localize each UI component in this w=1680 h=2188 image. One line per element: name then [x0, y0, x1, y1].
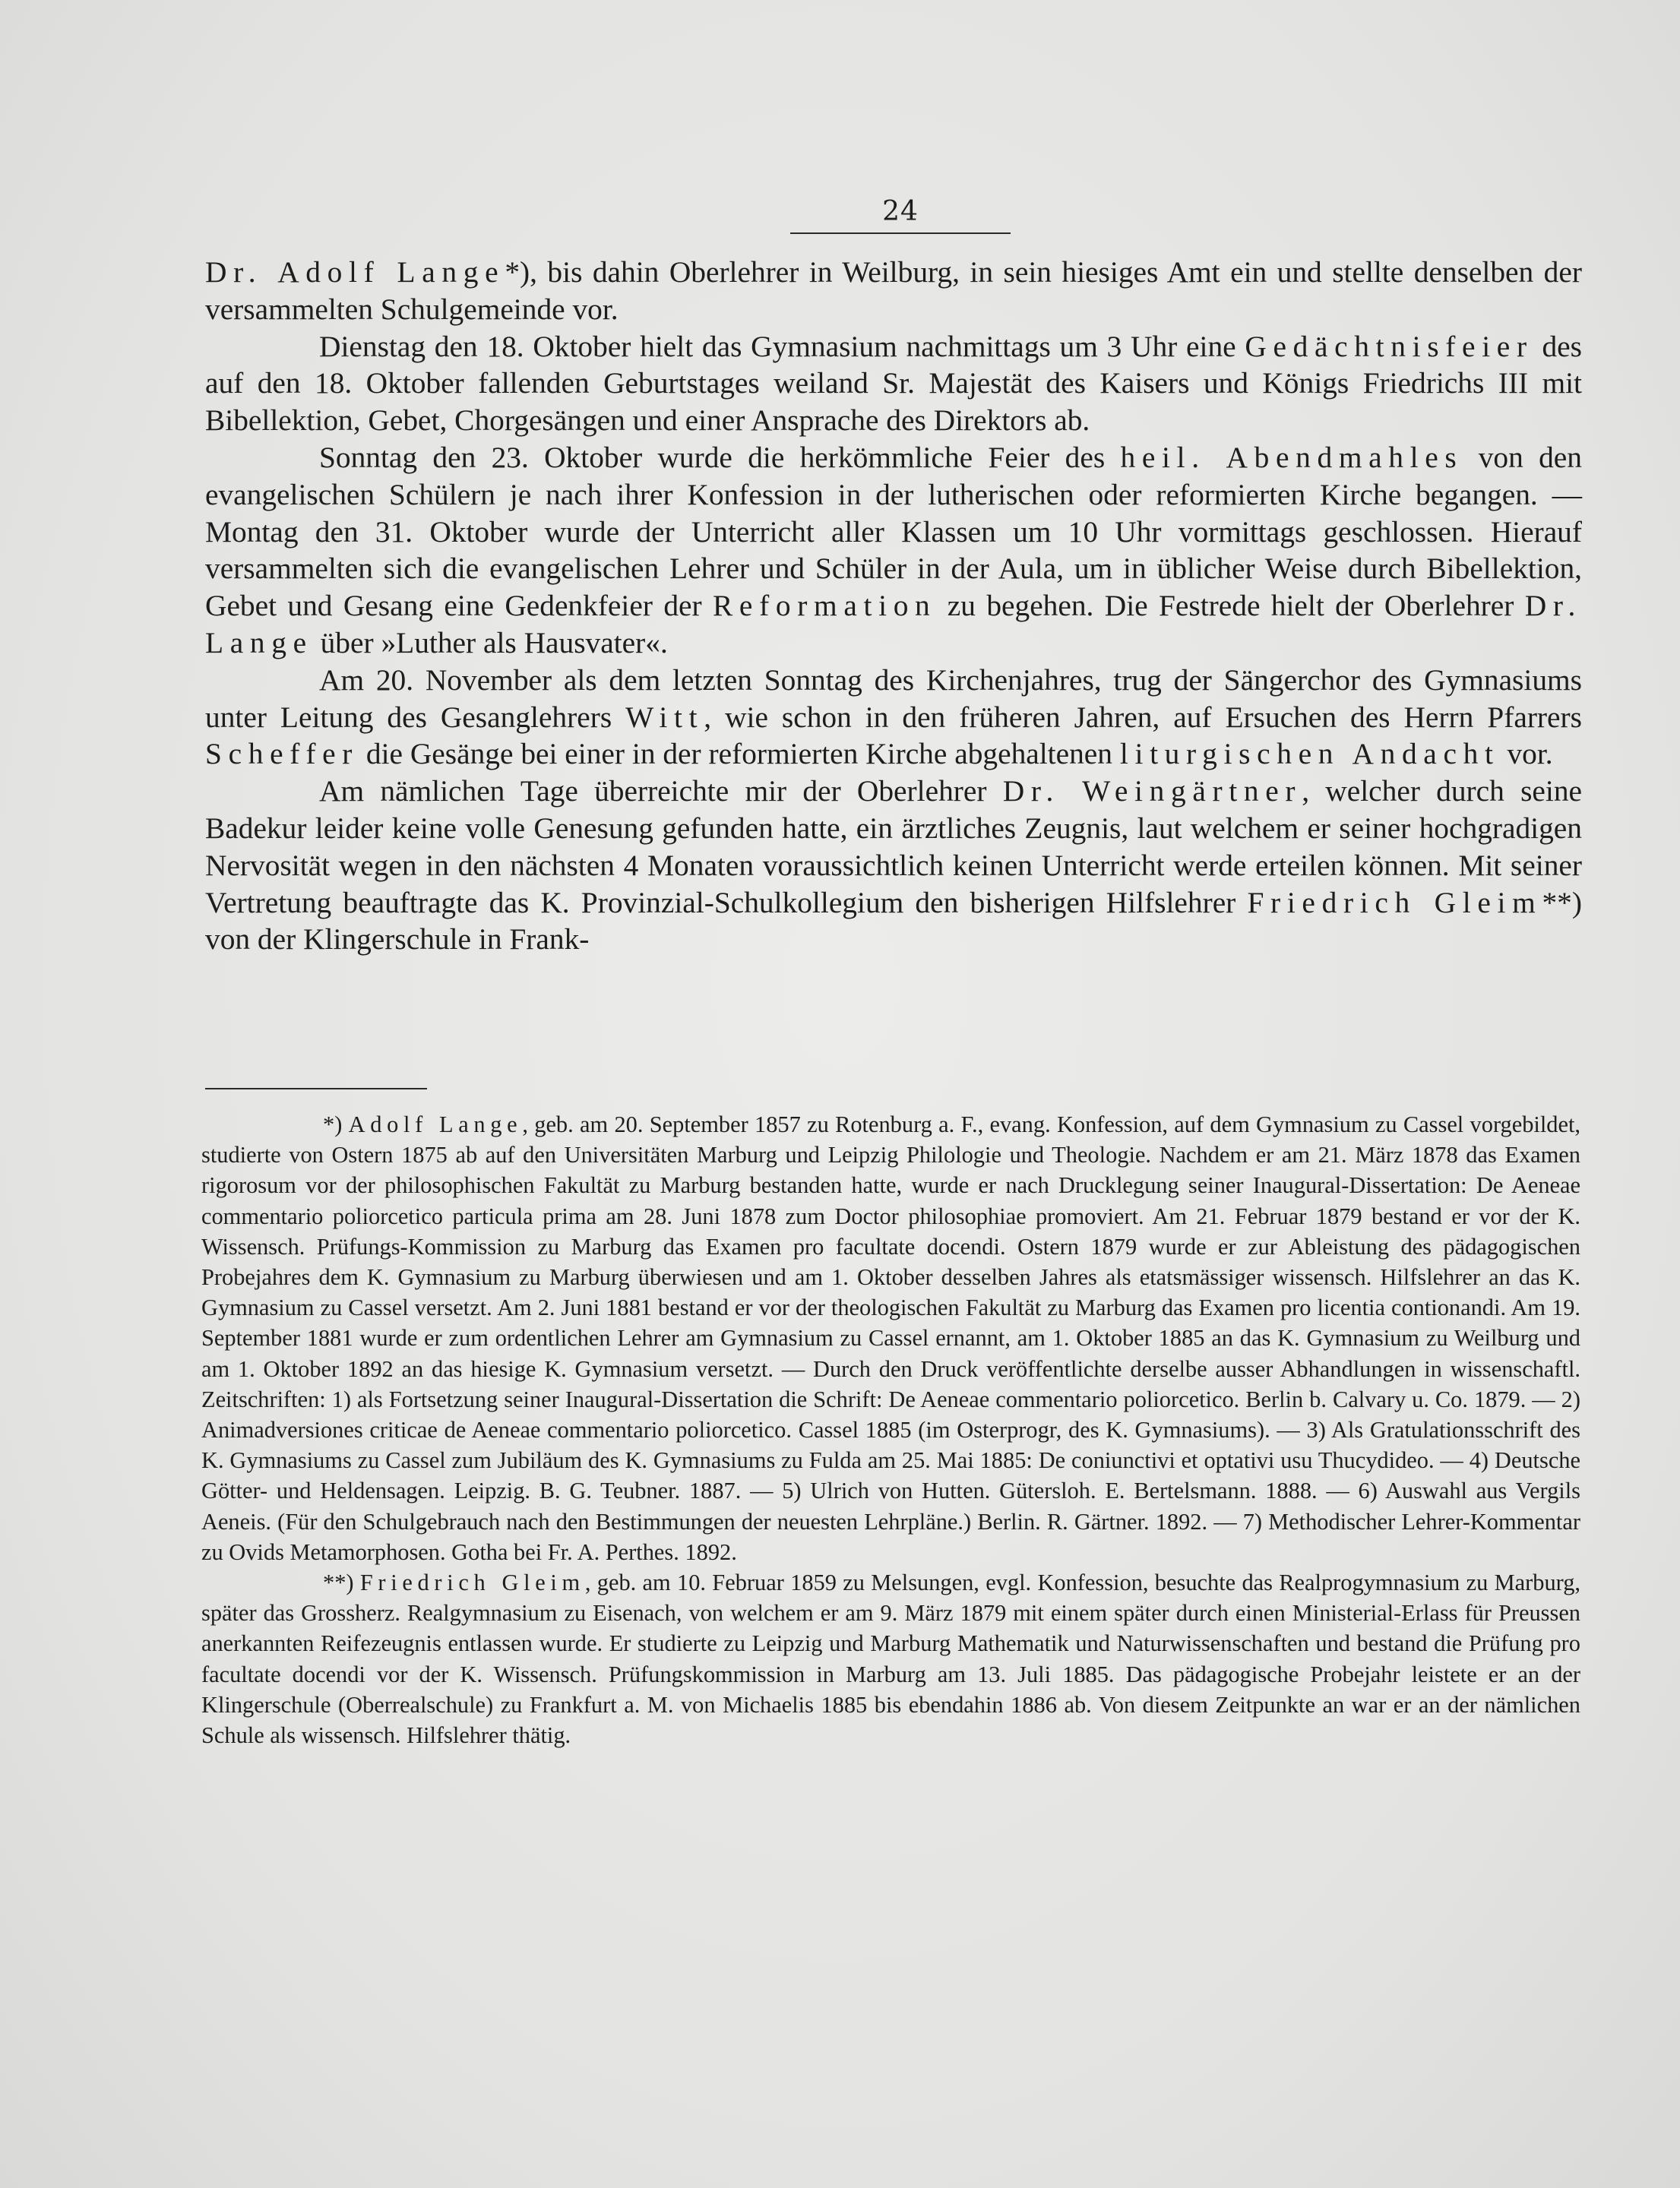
spaced-name: Dr. Lange [205, 589, 1583, 659]
footnote-text: , geb. am 10. Februar 1859 zu Melsungen, evgl. Konfession, besuchte das Realprogymnasium zu Marburg, später das Grossherz. Realgymnasium zu Eisenach, von welchem er am 9. März 1879 mit einem später durch einen Ministerial-Erlass für Preussen anerkannten Reifezeugnis entlassen wurde. Er studierte zu Leipzig und Marburg Mathematik und Naturwissenschaften und bestand die Prüfung pro facultate docendi vor der K. Wissensch. Prüfungskommission in Marburg am 13. Juli 1885. Das pädagogische Probejahr leistete er an der Klingerschule (Oberrealschule) zu Frankfurt a. M. von Michaelis 1885 bis ebendahin 1886 ab. Von diesem Zeitpunkte an war er an der nämlichen Schule als wissensch. Hilfslehrer thätig. [201, 1570, 1581, 1749]
paragraph-2: Dienstag den 18. Oktober hielt das Gymnasium nachmittags um 3 Uhr eine Gedächtnisfeier des auf den 18. Oktober fallenden Geburtstages weiland Sr. Majestät des Kaisers und Königs Friedrichs III mit Bibellektion, Gebet, Chorgesängen und einer Ansprache des Direktors ab. [205, 329, 1582, 438]
spaced-term: liturgischen Andacht [1119, 737, 1500, 771]
spaced-name-lange: Dr. Adolf Lange [205, 255, 505, 289]
paragraph-1: Dr. Adolf Lange*), bis dahin Oberlehrer in Weilburg, in sein hiesiges Amt ein und stellte denselben der versammelten Schulgemeinde vor. [205, 255, 1582, 326]
footnote-2 [201, 1567, 1580, 1750]
footnote-text: , geb. am 20. September 1857 zu Rotenburg a. F., evang. Konfession, auf dem Gymnasium zu Cassel vorgebildet, studierte von Ostern 1875 ab auf den Universitäten Marburg und Leipzig Philologie und Theologie. Nachdem er am 21. März 1878 das Examen rigorosum vor der philosophischen Fakultät zu Marburg bestanden hatte, wurde er nach Drucklegung seiner Inaugural-Dissertation: De Aeneae commentario poliorcetico particula prima am 28. Juni 1878 zum Doctor philosophiae promoviert. Am 21. Februar 1879 bestand er vor der K. Wissensch. Prüfungs-Kommission zu Marburg das Examen pro facultate docendi. Ostern 1879 wurde er zur Ableistung des pädagogischen Probejahres dem K. Gymnasium zu Marburg überwiesen und am 1. Oktober desselben Jahres als etatsmässiger wissensch. Hilfslehrer an das K. Gymnasium zu Cassel versetzt. Am 2. Juni 1881 bestand er vor der theologischen Fakultät zu Marburg das Examen pro licentia contionandi. Am 19. September 1881 wurde er zum ordentlichen Lehrer am Gymnasium zu Cassel ernannt, am 1. Oktober 1885 an das K. Gymnasium zu Weilburg und am 1. Oktober 1892 an das hiesige K. Gymnasium versetzt. — Durch den Druck veröffentlichte derselbe ausser Abhandlungen in wissenschaftl. Zeitschriften: 1) als Fortsetzung seiner Inaugural-Dissertation die Schrift: De Aeneae commentario poliorcetico. Berlin b. Calvary u. Co. 1879. — 2) Animadversiones criticae de Aeneae commentario poliorcetico. Cassel 1885 (im Osterprogr, des K. Gymnasiums). — 3) Als Gratulationsschrift des K. Gymnasiums zu Cassel zum Jubiläum des K. Gymnasiums zu Fulda am 25. Mai 1885: De coniunctivi et optativi usu Thucydideo. — 4) Deutsche Götter- und Heldensagen. Leipzig. B. G. Teubner. 1887. — 5) Ulrich von Hutten. Gütersloh. E. Bertelsmann. 1888. — 6) Auswahl aus Vergils Aeneis. (Für den Schulgebrauch nach den Bestimmungen der neuesten Lehrpläne.) Berlin. R. Gärtner. 1892. — 7) Methodischer Lehrer-Kommentar zu Ovids Metamorphosen. Gotha bei Fr. A. Perthes. 1892. [201, 1111, 1581, 1565]
footnote-name: Adolf Lange [348, 1111, 523, 1137]
spaced-name: Scheffer [205, 737, 359, 771]
footnote-name: Friedrich Gleim [359, 1570, 585, 1596]
spaced-name: Dr. Weingärtner [1002, 774, 1302, 808]
paragraph-5: Am nämlichen Tage überreichte mir der Oberlehrer Dr. Weingärtner, welcher durch seine Badekur leider keine volle Genesung gefunden hatte, ein ärztliches Zeugnis, laut welchem er seiner hochgradigen Nervosität wegen in den nächsten 4 Monaten voraussichtlich keinen Unterricht werde erteilen können. Mit seiner Vertretung beauftragte das K. Provinzial-Schulkollegium den bisherigen Hilfslehrer Friedrich Gleim**) von der Klingerschule in Frank- [205, 774, 1583, 956]
page-number-rule [790, 232, 1011, 234]
spaced-term: Reformation [712, 589, 937, 623]
footnote-mark: **) [323, 1570, 360, 1596]
footnote-mark: *) [323, 1111, 349, 1137]
paragraph-3: Sonntag den 23. Oktober wurde die herkömmliche Feier des heil. Abendmahles von den evangelischen Schülern je nach ihrer Konfession in der lutherischen oder reformierten Kirche begangen. — Montag den 31. Oktober wurde der Unterricht aller Klassen um 10 Uhr vormittags geschlossen. Hierauf versammelten sich die evangelischen Lehrer und Schüler in der Aula, um in üblicher Weise durch Bibellektion, Gebet und Gesang eine Gedenkfeier der Reformation zu begehen. Die Festrede hielt der Oberlehrer Dr. Lange über »Luther als Hausvater«. [205, 440, 1583, 659]
spaced-term: heil. Abendmahles [1120, 440, 1463, 474]
main-text [205, 254, 1582, 958]
page-number: 24 [882, 196, 919, 227]
spaced-term: Gedächtnisfeier [1245, 329, 1533, 363]
footnotes [201, 1109, 1580, 1750]
spaced-name: Friedrich Gleim [1247, 885, 1542, 919]
spaced-name: Witt [625, 700, 704, 734]
footnote-1 [201, 1109, 1580, 1567]
footnote-separator [205, 1088, 427, 1089]
paragraph-4: Am 20. November als dem letzten Sonntag des Kirchenjahres, trug der Sängerchor des Gymnasiums unter Leitung des Gesanglehrers Witt, wie schon in den früheren Jahren, auf Ersuchen des Herrn Pfarrers Scheffer die Gesänge bei einer in der reformierten Kirche abgehaltenen liturgischen Andacht vor. [205, 662, 1582, 771]
